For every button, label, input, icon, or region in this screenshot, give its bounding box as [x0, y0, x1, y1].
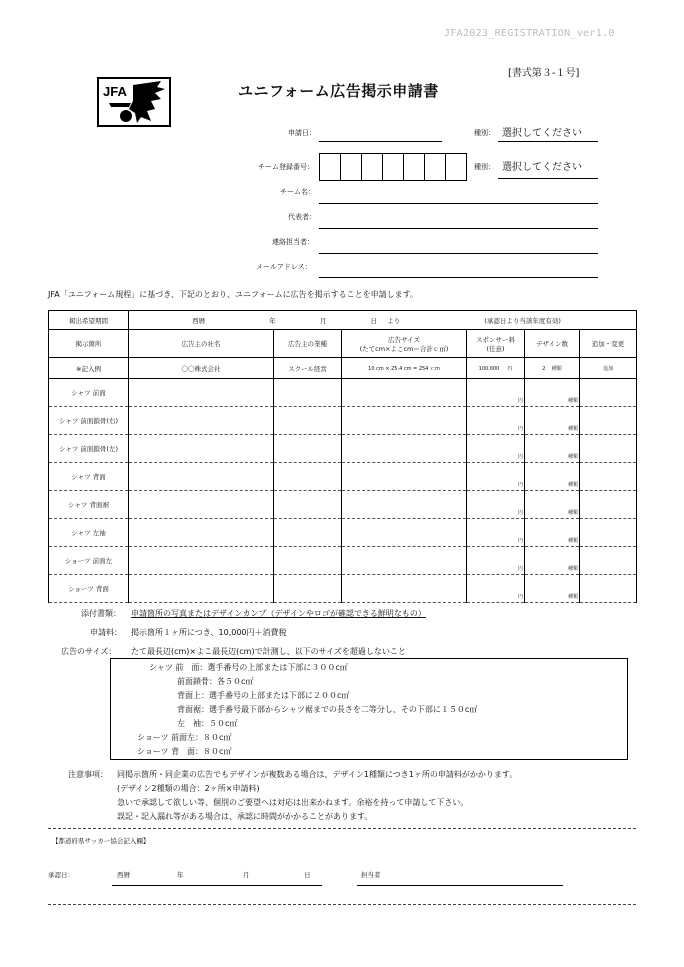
- size-line: 背面上：選手番号の上部または下部に２００c㎡: [177, 691, 350, 700]
- table-row: [49, 575, 637, 603]
- table-row: [49, 463, 637, 491]
- row-industry-field[interactable]: [274, 547, 342, 575]
- approval-era: 西暦: [117, 871, 130, 879]
- team-name-field[interactable]: [319, 203, 598, 204]
- notice-line: 同掲示箇所・同企業の広告でもデザインが複数ある場合は、デザイン1種類につき1ヶ所の申請料がかかります。: [117, 770, 518, 779]
- version-label: JFA2023_REGISTRATION_ver1.0: [444, 28, 615, 39]
- row-size-field[interactable]: [342, 519, 467, 547]
- row-industry-field[interactable]: [274, 463, 342, 491]
- row-fee-unit: 円: [517, 454, 523, 460]
- size-line: シャツ 前 面：選手番号の上部または下部に３００c㎡: [149, 663, 348, 672]
- table-row: [49, 379, 637, 407]
- representative-label: 代表者：: [288, 213, 316, 221]
- row-company-field[interactable]: [129, 519, 274, 547]
- row-position: ショーツ 前面左: [49, 547, 129, 575]
- col-size-sub: (たてcm×よこcm＝合計ｃ㎡): [359, 344, 449, 353]
- team-reg-no-boxes[interactable]: [319, 153, 467, 181]
- row-design-field[interactable]: [525, 407, 580, 435]
- row-fee-field[interactable]: [467, 575, 525, 603]
- office-title: 【都道府県サッカー協会記入欄】: [52, 837, 150, 845]
- period-note: (承認日より当該年度有効): [484, 316, 561, 325]
- size-line: 前面鎖骨：各５０c㎡: [177, 677, 254, 686]
- notice-line: 急いで承認して欲しい等、個別のご要望へは対応は出来かねます。余裕を持って申請して下さい。: [117, 798, 469, 807]
- row-industry-field[interactable]: [274, 379, 342, 407]
- person-field[interactable]: [357, 885, 563, 886]
- category-select[interactable]: 選択してください: [502, 128, 582, 139]
- row-design-field[interactable]: [525, 519, 580, 547]
- col-size-title: 広告サイズ: [388, 335, 420, 344]
- row-fee-field[interactable]: [467, 547, 525, 575]
- notice-line: (デザイン2種類の場合：2ヶ所×申請料): [117, 784, 260, 793]
- row-position: シャツ 前面: [49, 379, 129, 407]
- row-size-field[interactable]: [342, 379, 467, 407]
- row-design-field[interactable]: [525, 491, 580, 519]
- example-add: 追加: [580, 358, 637, 379]
- row-company-field[interactable]: [129, 491, 274, 519]
- row-design-unit: 種類: [567, 594, 578, 600]
- approval-day: 日: [304, 871, 311, 879]
- period-label: 掲出希望期間: [49, 311, 129, 330]
- row-fee-unit: 円: [517, 398, 523, 404]
- ad-rows: [49, 379, 637, 603]
- row-position: シャツ 背面: [49, 463, 129, 491]
- row-position: シャツ 前面鎖骨(右): [49, 407, 129, 435]
- col-fee-title: スポンサー料: [476, 335, 515, 344]
- row-position: シャツ 前面鎖骨(左): [49, 435, 129, 463]
- example-company: 〇〇株式会社: [129, 358, 274, 379]
- row-company-field[interactable]: [129, 435, 274, 463]
- row-fee-field[interactable]: [467, 407, 525, 435]
- row-size-field[interactable]: [342, 435, 467, 463]
- row-design-unit: 種類: [567, 398, 578, 404]
- row-company-field[interactable]: [129, 379, 274, 407]
- kind-underline: [498, 178, 598, 179]
- attachments-label: 添付書類：: [81, 609, 121, 618]
- ad-size-text: たて最長辺(cm)×よこ最長辺(cm)で計測し、以下のサイズを超過しないこと: [131, 647, 406, 656]
- col-fee: [467, 330, 525, 358]
- row-add-field[interactable]: [580, 435, 637, 463]
- person-label: 担当者: [361, 871, 381, 879]
- row-add-field[interactable]: [580, 547, 637, 575]
- size-rules-box: [110, 658, 628, 760]
- kind-select[interactable]: 選択してください: [502, 162, 582, 173]
- jfa-logo: [97, 77, 171, 127]
- period-field[interactable]: [129, 311, 637, 330]
- jfa-eagle-icon: [99, 79, 169, 125]
- representative-field[interactable]: [319, 228, 598, 229]
- period-day: 日: [370, 316, 378, 325]
- notice-label: 注意事項：: [68, 770, 108, 779]
- row-fee-field[interactable]: [467, 379, 525, 407]
- row-design-field[interactable]: [525, 435, 580, 463]
- period-year: 年: [269, 316, 276, 325]
- row-design-unit: 種類: [567, 426, 578, 432]
- contact-label: 連絡担当者：: [272, 238, 314, 246]
- row-company-field[interactable]: [129, 407, 274, 435]
- intro-text: JFA「ユニフォーム規程」に基づき、下記のとおり、ユニフォームに広告を掲示することを申請します。: [48, 290, 418, 299]
- office-divider-bottom: [48, 904, 636, 905]
- row-fee-unit: 円: [517, 426, 523, 432]
- row-design-unit: 種類: [567, 482, 578, 488]
- example-size: 10 cm × 25.4 cm = 254 ｃm: [342, 358, 467, 379]
- row-design-unit: 種類: [567, 454, 578, 460]
- ad-table: [48, 310, 637, 603]
- row-design-unit: 種類: [567, 510, 578, 516]
- col-industry: 広告主の業種: [274, 330, 342, 358]
- col-design: デザイン数: [525, 330, 580, 358]
- approval-date-field[interactable]: [112, 885, 322, 886]
- row-size-field[interactable]: [342, 547, 467, 575]
- row-add-field[interactable]: [580, 575, 637, 603]
- ad-size-label: 広告のサイズ：: [61, 647, 117, 656]
- row-design-unit: 種類: [567, 538, 578, 544]
- example-position: ※記入例: [49, 358, 129, 379]
- form-number: [書式第３-１号]: [508, 68, 580, 79]
- table-row: [49, 435, 637, 463]
- row-add-field[interactable]: [580, 463, 637, 491]
- size-line: ショーツ 前面左：８０c㎡: [137, 733, 232, 742]
- apply-date-field[interactable]: [319, 141, 442, 142]
- team-reg-no-label: チーム登録番号：: [258, 163, 314, 171]
- row-add-field[interactable]: [580, 379, 637, 407]
- row-company-field[interactable]: [129, 547, 274, 575]
- row-industry-field[interactable]: [274, 435, 342, 463]
- table-row: [49, 519, 637, 547]
- row-fee-field[interactable]: [467, 519, 525, 547]
- row-company-field[interactable]: [129, 575, 274, 603]
- size-line: 背面裾：選手番号最下部からシャツ裾までの長さを二等分し、その下部に１５０c㎡: [177, 705, 478, 714]
- notice-line: 誤記・記入漏れ等がある場合は、承認に時間がかかることがあります。: [117, 812, 373, 821]
- col-company: 広告主の社名: [129, 330, 274, 358]
- row-industry-field[interactable]: [274, 519, 342, 547]
- team-name-label: チーム名：: [280, 188, 315, 196]
- row-design-field[interactable]: [525, 463, 580, 491]
- row-fee-unit: 円: [517, 510, 523, 516]
- logo-text: JFA: [103, 84, 127, 99]
- row-size-field[interactable]: [342, 463, 467, 491]
- row-industry-field[interactable]: [274, 407, 342, 435]
- size-line: ショーツ 背 面：８０c㎡: [137, 747, 232, 756]
- example-industry: スクール経営: [274, 358, 342, 379]
- table-row: [49, 491, 637, 519]
- col-add: 追加・変更: [580, 330, 637, 358]
- attachments-text: 申請箇所の写真またはデザインカンプ（デザインやロゴが確認できる鮮明なもの）: [131, 609, 426, 618]
- row-fee-unit: 円: [517, 482, 523, 488]
- col-size: [342, 330, 467, 358]
- table-row: [49, 547, 637, 575]
- row-position: シャツ 背面裾: [49, 491, 129, 519]
- example-fee: 100,000 円: [467, 358, 525, 379]
- row-design-field[interactable]: [525, 379, 580, 407]
- row-add-field[interactable]: [580, 491, 637, 519]
- table-row: [49, 407, 637, 435]
- row-design-field[interactable]: [525, 547, 580, 575]
- row-position: シャツ 左袖: [49, 519, 129, 547]
- row-size-field[interactable]: [342, 407, 467, 435]
- row-size-field[interactable]: [342, 491, 467, 519]
- period-era: 西暦: [192, 316, 206, 325]
- col-position: 掲示箇所: [49, 330, 129, 358]
- kind-label: 種別：: [474, 163, 495, 171]
- size-line: 左 袖：５０c㎡: [177, 719, 238, 728]
- row-industry-field[interactable]: [274, 491, 342, 519]
- page-title: ユニフォーム広告掲示申請書: [238, 82, 439, 100]
- row-size-field[interactable]: [342, 575, 467, 603]
- row-add-field[interactable]: [580, 407, 637, 435]
- row-design-field[interactable]: [525, 575, 580, 603]
- apply-date-label: 申請日：: [288, 129, 316, 137]
- period-from: より: [387, 316, 401, 325]
- email-field[interactable]: [319, 277, 598, 278]
- period-month: 月: [319, 316, 327, 325]
- approval-date-label: 承認日：: [48, 871, 74, 879]
- contact-field[interactable]: [319, 253, 598, 254]
- row-fee-field[interactable]: [467, 435, 525, 463]
- approval-month: 月: [243, 871, 250, 879]
- row-fee-unit: 円: [517, 566, 523, 572]
- row-company-field[interactable]: [129, 463, 274, 491]
- row-design-unit: 種類: [567, 566, 578, 572]
- approval-year: 年: [177, 871, 184, 879]
- email-label: メールアドレス：: [256, 263, 312, 271]
- office-divider-top: [48, 828, 636, 829]
- category-label: 種別：: [474, 129, 495, 137]
- row-fee-unit: 円: [517, 594, 523, 600]
- col-fee-sub: (任意): [486, 344, 505, 353]
- row-industry-field[interactable]: [274, 575, 342, 603]
- example-design: 2 種類: [525, 358, 580, 379]
- row-fee-field[interactable]: [467, 491, 525, 519]
- fee-text: 掲示箇所１ヶ所につき、10,000円＋消費税: [131, 628, 287, 637]
- row-add-field[interactable]: [580, 519, 637, 547]
- category-underline: [498, 141, 598, 142]
- row-fee-unit: 円: [517, 538, 523, 544]
- row-fee-field[interactable]: [467, 463, 525, 491]
- row-position: ショーツ 背面: [49, 575, 129, 603]
- fee-label: 申請料：: [90, 628, 122, 637]
